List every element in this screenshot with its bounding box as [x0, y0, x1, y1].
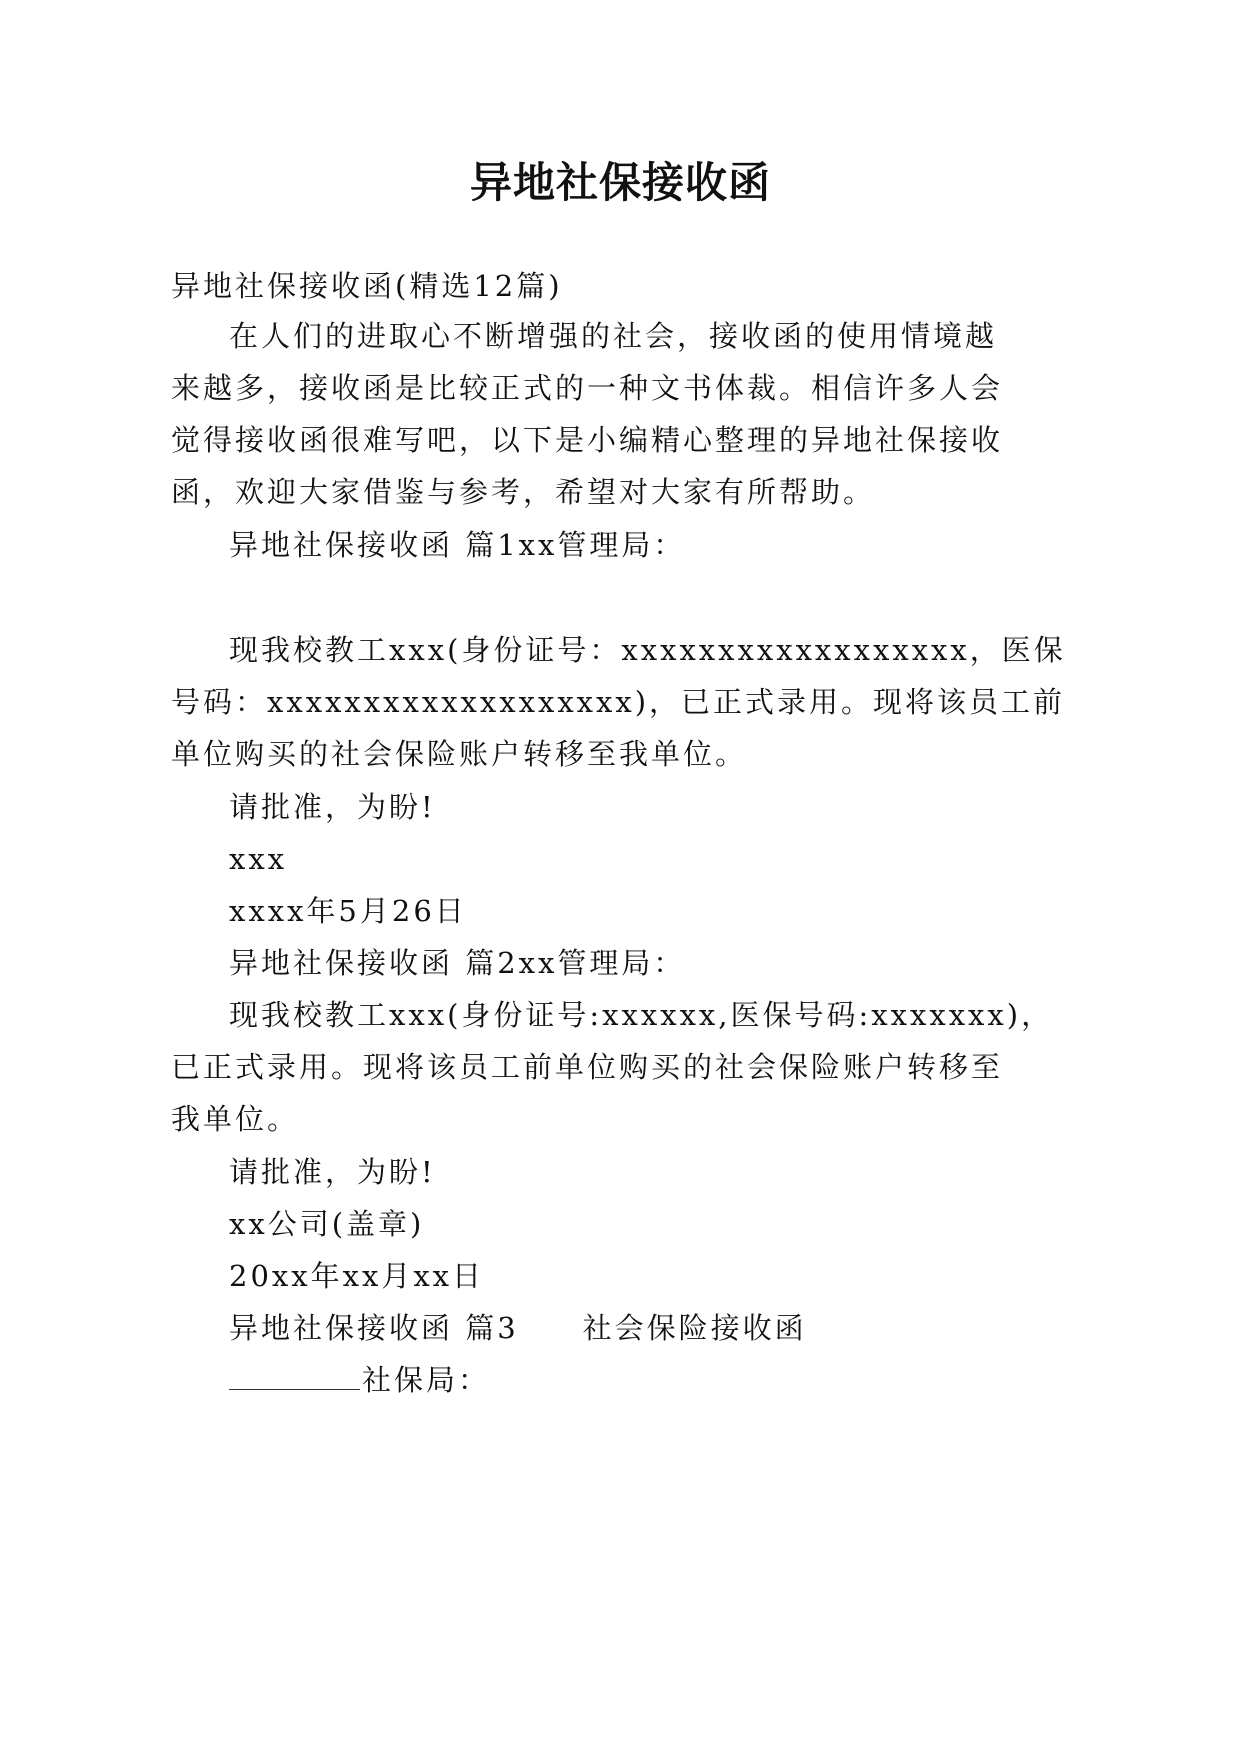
section-heading: 异地社保接收函 篇2xx管理局：	[229, 946, 686, 980]
closing-line: 请批准，为盼!	[229, 1155, 436, 1189]
paragraph-line: 函，欢迎大家借鉴与参考，希望对大家有所帮助。	[171, 475, 876, 509]
addressee-line	[229, 1360, 490, 1400]
paragraph-line: 号码：xxxxxxxxxxxxxxxxxxx)，已正式录用。现将该员工前	[171, 685, 1066, 719]
signature-line: xxx	[229, 842, 288, 876]
paragraph-line: 现我校教工xxx(身份证号：xxxxxxxxxxxxxxxxxx，医保	[229, 633, 1066, 667]
paragraph-line: 现我校教工xxx(身份证号:xxxxxx,医保号码:xxxxxxx)，	[229, 998, 1054, 1032]
closing-line: 请批准，为盼!	[229, 790, 436, 824]
blank-underline	[229, 1363, 360, 1390]
paragraph-line: 我单位。	[171, 1102, 300, 1136]
paragraph-line: 觉得接收函很难写吧，以下是小编精心整理的异地社保接收	[171, 423, 1004, 457]
subtitle-line: 异地社保接收函(精选12篇)	[171, 269, 563, 303]
document-title: 异地社保接收函	[469, 158, 771, 207]
paragraph-line: 单位购买的社会保险账户转移至我单位。	[171, 737, 748, 771]
paragraph-line: 来越多，接收函是比较正式的一种文书体裁。相信许多人会	[171, 371, 1004, 405]
section-heading: 异地社保接收函 篇3 社会保险接收函	[229, 1311, 807, 1345]
date-line: 20xx年xx月xx日	[229, 1259, 485, 1293]
addressee-label: 社保局：	[362, 1363, 491, 1397]
paragraph-line: 在人们的进取心不断增强的社会，接收函的使用情境越	[229, 319, 998, 353]
paragraph-line: 已正式录用。现将该员工前单位购买的社会保险账户转移至	[171, 1050, 1004, 1084]
signature-line: xx公司(盖章)	[229, 1207, 425, 1241]
date-line: xxxx年5月26日	[229, 894, 467, 928]
section-heading: 异地社保接收函 篇1xx管理局：	[229, 528, 686, 562]
